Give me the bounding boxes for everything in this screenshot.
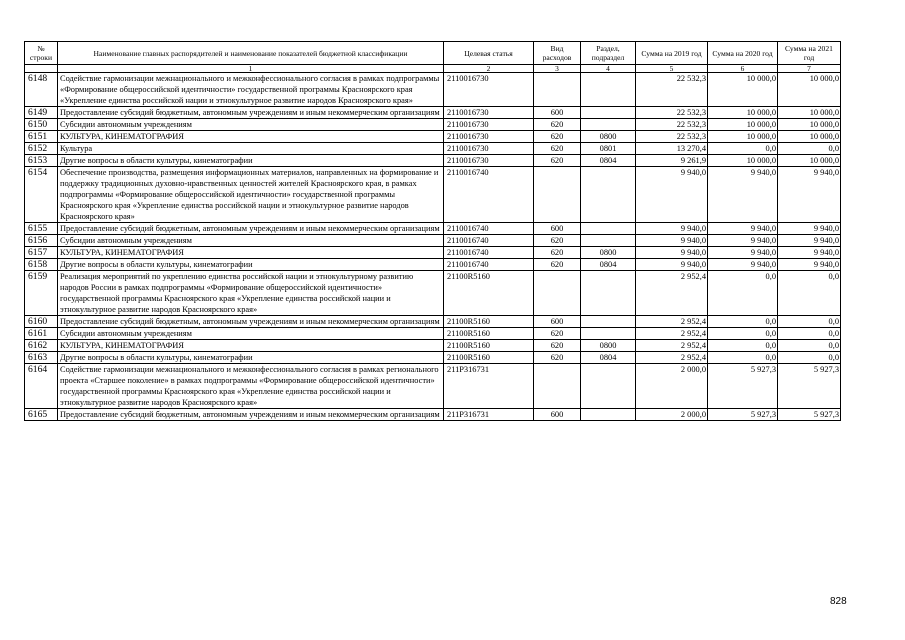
row-name: Субсидии автономным учреждениям [58,235,444,247]
row-sum-2020: 0,0 [708,340,778,352]
row-sum-2019: 2 952,4 [636,316,708,328]
row-sum-2021: 10 000,0 [778,155,841,167]
row-number: 6163 [25,352,58,364]
row-sum-2019: 22 532,3 [636,131,708,143]
table-row [25,247,841,259]
row-article: 2110016730 [444,131,534,143]
row-number: 6164 [25,364,58,409]
row-article: 21100R5160 [444,328,534,340]
row-sum-2021: 5 927,3 [778,409,841,421]
column-number-row [25,65,841,73]
row-sum-2020: 0,0 [708,316,778,328]
table-row [25,259,841,271]
column-number: 6 [708,65,778,73]
row-name: Содействие гармонизации межнационального и межконфессионального согласия в рамках регионального проекта «Старшее поколение» в рамках подпрограммы «Формирование общероссийской идентичности» государственной программы Красноярского края «Укрепление единства российской нации и этнокультурное развитие народов Красноярского края» [58,364,444,409]
table-row [25,271,841,316]
row-sum-2019: 9 940,0 [636,223,708,235]
row-sum-2020: 10 000,0 [708,119,778,131]
table-row [25,316,841,328]
column-number: 5 [636,65,708,73]
row-expense-type: 620 [534,352,581,364]
row-sum-2020: 0,0 [708,328,778,340]
row-article: 2110016730 [444,143,534,155]
row-section [581,119,636,131]
row-sum-2019: 2 952,4 [636,328,708,340]
row-expense-type: 620 [534,247,581,259]
page-number: 828 [830,596,847,607]
row-expense-type [534,271,581,316]
row-name: Предоставление субсидий бюджетным, автономным учреждениям и иным некоммерческим организациям [58,316,444,328]
row-article: 21100R5160 [444,316,534,328]
row-sum-2019: 9 940,0 [636,235,708,247]
row-expense-type [534,73,581,107]
row-sum-2021: 10 000,0 [778,119,841,131]
row-sum-2021: 9 940,0 [778,167,841,223]
table-row [25,143,841,155]
row-number: 6152 [25,143,58,155]
row-sum-2020: 9 940,0 [708,259,778,271]
header-sum-2021: Сумма на 2021 год [778,42,841,65]
row-expense-type: 600 [534,223,581,235]
row-sum-2020: 5 927,3 [708,409,778,421]
row-article: 2110016730 [444,73,534,107]
row-name: Другие вопросы в области культуры, кинематографии [58,259,444,271]
table-row [25,155,841,167]
row-sum-2019: 2 000,0 [636,364,708,409]
row-expense-type: 620 [534,259,581,271]
row-article: 2110016730 [444,155,534,167]
row-section: 0801 [581,143,636,155]
row-name: КУЛЬТУРА, КИНЕМАТОГРАФИЯ [58,131,444,143]
row-article: 211P316731 [444,364,534,409]
row-name: Субсидии автономным учреждениям [58,328,444,340]
row-section [581,235,636,247]
row-number: 6157 [25,247,58,259]
row-sum-2019: 2 952,4 [636,340,708,352]
row-article: 2110016740 [444,223,534,235]
row-sum-2020: 9 940,0 [708,167,778,223]
row-sum-2020: 10 000,0 [708,131,778,143]
row-section: 0800 [581,340,636,352]
row-section: 0800 [581,131,636,143]
header-section: Раздел, подраздел [581,42,636,65]
row-sum-2019: 2 952,4 [636,271,708,316]
row-sum-2019: 2 000,0 [636,409,708,421]
row-sum-2019: 22 532,3 [636,73,708,107]
table-row [25,167,841,223]
row-expense-type: 620 [534,131,581,143]
row-expense-type: 600 [534,316,581,328]
row-sum-2019: 13 270,4 [636,143,708,155]
row-number: 6165 [25,409,58,421]
row-section [581,167,636,223]
header-row [25,42,841,65]
table-row [25,119,841,131]
row-article: 2110016740 [444,235,534,247]
row-sum-2019: 9 940,0 [636,247,708,259]
row-expense-type [534,364,581,409]
row-number: 6156 [25,235,58,247]
table-row [25,409,841,421]
row-sum-2021: 9 940,0 [778,247,841,259]
column-number: 1 [58,65,444,73]
row-sum-2020: 5 927,3 [708,364,778,409]
row-article: 2110016730 [444,107,534,119]
table-row [25,364,841,409]
row-number: 6151 [25,131,58,143]
row-sum-2021: 0,0 [778,352,841,364]
row-section: 0804 [581,259,636,271]
row-sum-2021: 0,0 [778,340,841,352]
budget-table [24,41,841,421]
row-article: 2110016740 [444,259,534,271]
row-expense-type: 600 [534,107,581,119]
row-expense-type: 620 [534,328,581,340]
row-name: КУЛЬТУРА, КИНЕМАТОГРАФИЯ [58,340,444,352]
row-expense-type: 620 [534,143,581,155]
row-section [581,107,636,119]
row-sum-2021: 10 000,0 [778,73,841,107]
table-row [25,235,841,247]
table-row [25,328,841,340]
row-sum-2020: 0,0 [708,271,778,316]
row-section [581,223,636,235]
row-section: 0804 [581,155,636,167]
row-article: 211P316731 [444,409,534,421]
row-number: 6162 [25,340,58,352]
row-expense-type: 620 [534,119,581,131]
row-expense-type: 620 [534,155,581,167]
row-sum-2021: 10 000,0 [778,107,841,119]
column-number: 3 [534,65,581,73]
row-number: 6155 [25,223,58,235]
row-number: 6160 [25,316,58,328]
header-type: Вид расходов [534,42,581,65]
row-sum-2021: 0,0 [778,328,841,340]
row-sum-2020: 0,0 [708,143,778,155]
row-sum-2019: 9 940,0 [636,167,708,223]
row-number: 6158 [25,259,58,271]
row-sum-2020: 10 000,0 [708,73,778,107]
table-row [25,131,841,143]
row-number: 6153 [25,155,58,167]
header-sum-2019: Сумма на 2019 год [636,42,708,65]
row-article: 2110016740 [444,247,534,259]
row-expense-type: 620 [534,340,581,352]
row-article: 2110016740 [444,167,534,223]
table-row [25,107,841,119]
row-name: Другие вопросы в области культуры, кинематографии [58,155,444,167]
row-sum-2021: 0,0 [778,316,841,328]
row-name: Обеспечение производства, размещения информационных материалов, направленных на формирование и поддержку традиционных духовно-нравственных ценностей жителей Красноярского края, в рамках подпрограммы «Формирование общероссийской идентичности» государственной программы Красноярского края «Укрепление единства российской нации и этнокультурное развитие народов Красноярского края» [58,167,444,223]
row-sum-2020: 10 000,0 [708,155,778,167]
row-number: 6159 [25,271,58,316]
row-name: КУЛЬТУРА, КИНЕМАТОГРАФИЯ [58,247,444,259]
row-sum-2021: 9 940,0 [778,259,841,271]
table-body [25,73,841,421]
row-sum-2021: 9 940,0 [778,223,841,235]
row-article: 2110016730 [444,119,534,131]
row-article: 21100R5160 [444,340,534,352]
row-section [581,271,636,316]
row-sum-2019: 9 261,9 [636,155,708,167]
row-article: 21100R5160 [444,352,534,364]
row-name: Предоставление субсидий бюджетным, автономным учреждениям и иным некоммерческим организациям [58,107,444,119]
row-sum-2020: 0,0 [708,352,778,364]
column-number [25,65,58,73]
row-expense-type: 620 [534,235,581,247]
budget-table-container [24,41,841,421]
row-section [581,316,636,328]
table-row [25,340,841,352]
row-name: Субсидии автономным учреждениям [58,119,444,131]
row-name: Другие вопросы в области культуры, кинематографии [58,352,444,364]
row-sum-2021: 0,0 [778,143,841,155]
column-number: 7 [778,65,841,73]
row-section [581,364,636,409]
header-name: Наименование главных распорядителей и наименование показателей бюджетной классификации [58,42,444,65]
row-name: Предоставление субсидий бюджетным, автономным учреждениям и иным некоммерческим организациям [58,409,444,421]
row-sum-2019: 22 532,3 [636,119,708,131]
row-article: 21100R5160 [444,271,534,316]
row-number: 6149 [25,107,58,119]
row-name: Культура [58,143,444,155]
row-sum-2020: 10 000,0 [708,107,778,119]
row-name: Предоставление субсидий бюджетным, автономным учреждениям и иным некоммерческим организациям [58,223,444,235]
row-sum-2019: 22 532,3 [636,107,708,119]
row-number: 6154 [25,167,58,223]
row-sum-2020: 9 940,0 [708,235,778,247]
row-name: Реализация мероприятий по укреплению единства российской нации и этнокультурному развитию народов России в рамках подпрограммы «Формирование общероссийской идентичности» государственной программы Красноярского края «Укрепление единства российской нации и этнокультурное развитие народов Красноярского края» [58,271,444,316]
row-sum-2019: 9 940,0 [636,259,708,271]
row-number: 6148 [25,73,58,107]
row-number: 6161 [25,328,58,340]
header-article: Целевая статья [444,42,534,65]
row-sum-2019: 2 952,4 [636,352,708,364]
row-sum-2021: 9 940,0 [778,235,841,247]
row-section: 0804 [581,352,636,364]
column-number: 2 [444,65,534,73]
row-number: 6150 [25,119,58,131]
row-section [581,409,636,421]
table-row [25,73,841,107]
row-expense-type: 600 [534,409,581,421]
row-section [581,73,636,107]
row-sum-2021: 5 927,3 [778,364,841,409]
table-row [25,223,841,235]
row-section [581,328,636,340]
header-row-no: № строки [25,42,58,65]
row-sum-2020: 9 940,0 [708,223,778,235]
row-name: Содействие гармонизации межнационального и межконфессионального согласия в рамках подпрограммы «Формирование общероссийской идентичности» государственной программы Красноярского края «Укрепление единства российской нации и этнокультурное развитие народов Красноярского края» [58,73,444,107]
row-section: 0800 [581,247,636,259]
row-sum-2021: 0,0 [778,271,841,316]
column-number: 4 [581,65,636,73]
header-sum-2020: Сумма на 2020 год [708,42,778,65]
row-sum-2021: 10 000,0 [778,131,841,143]
row-sum-2020: 9 940,0 [708,247,778,259]
row-expense-type [534,167,581,223]
table-row [25,352,841,364]
